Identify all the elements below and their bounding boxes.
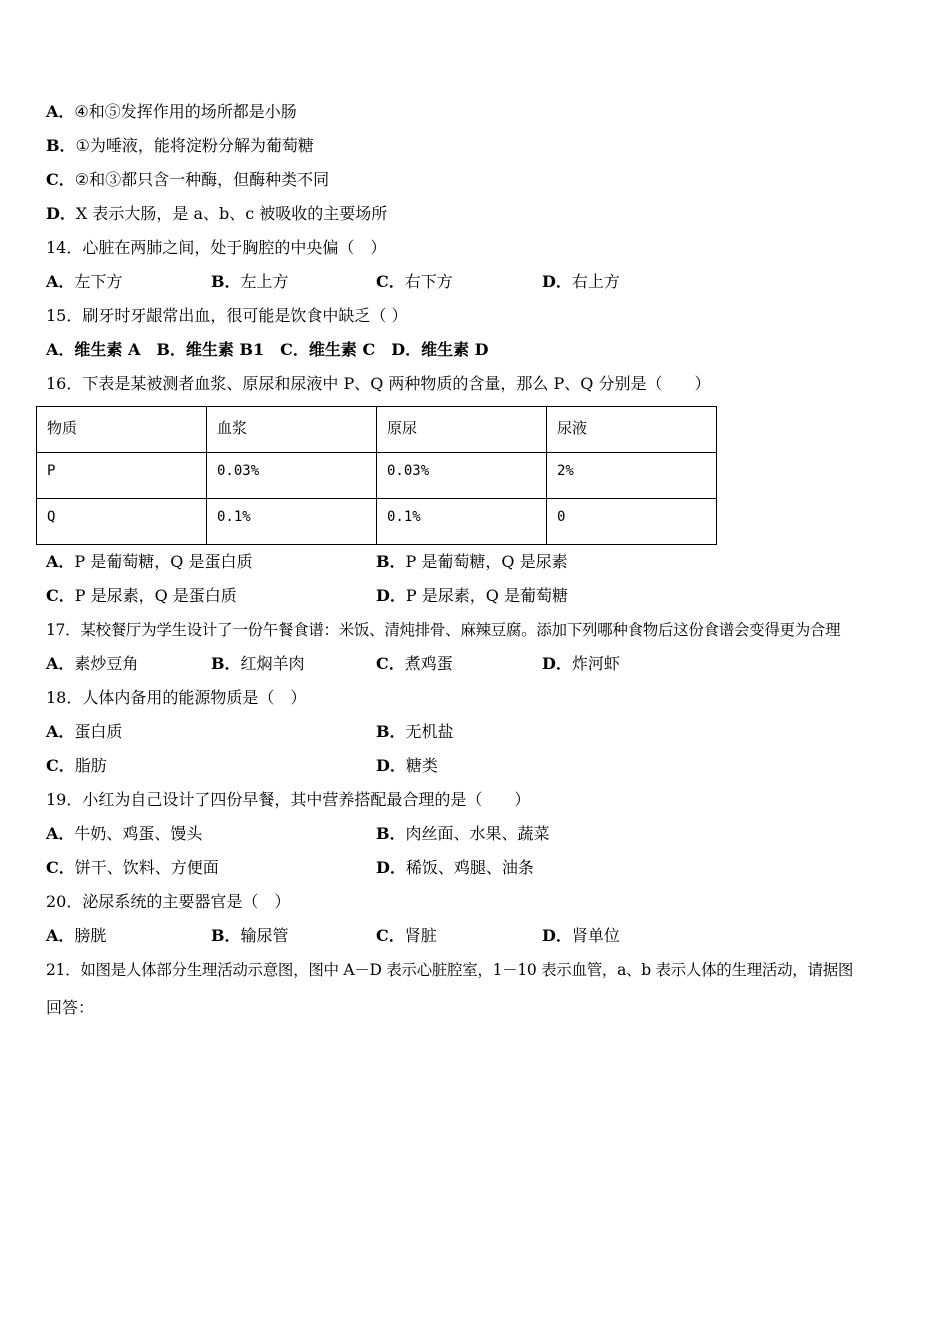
q20-option-c: C．肾脏: [376, 926, 437, 945]
q14-option-a: A．左下方: [46, 272, 123, 291]
q13-option-b: B．①为唾液，能将淀粉分解为葡萄糖: [46, 136, 314, 155]
q18-option-b: B．无机盐: [376, 722, 454, 741]
table-header-cell: 原尿: [377, 407, 547, 453]
q19-option-d: D．稀饭、鸡腿、油条: [376, 858, 534, 877]
q15-stem: 15．刷牙时牙龈常出血，很可能是饮食中缺乏（ ）: [46, 306, 408, 325]
q16-table: [36, 406, 717, 545]
q20-option-d: D．肾单位: [542, 926, 620, 945]
q20-option-a: A．膀胱: [46, 926, 107, 945]
table-cell: 0.1%: [207, 499, 377, 545]
q17-option-a: A．素炒豆角: [46, 654, 139, 673]
q17-stem: 17．某校餐厅为学生设计了一份午餐食谱：米饭、清炖排骨、麻辣豆腐。添加下列哪种食物后这份食谱会变得更为合理: [46, 621, 841, 639]
q13-option-d: D．X 表示大肠，是 a、b、c 被吸收的主要场所: [46, 204, 388, 223]
q16-option-b: B．P 是葡萄糖，Q 是尿素: [376, 552, 568, 571]
q18-option-c: C．脂肪: [46, 756, 107, 775]
table-cell: 0.1%: [377, 499, 547, 545]
q17-option-b: B．红焖羊肉: [211, 654, 305, 673]
q16-stem: 16．下表是某被测者血浆、原尿和尿液中 P、Q 两种物质的含量，那么 P、Q 分别是（ ）: [46, 374, 711, 393]
q19-option-b: B．肉丝面、水果、蔬菜: [376, 824, 550, 843]
q20-stem: 20．泌尿系统的主要器官是（ ）: [46, 892, 291, 911]
q21-stem-line1: 21．如图是人体部分生理活动示意图，图中 A－D 表示心脏腔室，1－10 表示血管，a、b 表示人体的生理活动，请据图: [46, 961, 854, 979]
q17-option-d: D．炸河虾: [542, 654, 620, 673]
q21-stem-line2: 回答：: [46, 998, 95, 1017]
q19-stem: 19．小红为自己设计了四份早餐，其中营养搭配最合理的是（ ）: [46, 790, 531, 809]
table-cell: 0.03%: [207, 453, 377, 499]
q17-option-c: C．煮鸡蛋: [376, 654, 453, 673]
q14-stem: 14．心脏在两肺之间，处于胸腔的中央偏（ ）: [46, 238, 387, 257]
table-cell: 0: [547, 499, 717, 545]
table-row: [37, 453, 717, 499]
q13-option-a: A．④和⑤发挥作用的场所都是小肠: [46, 102, 297, 121]
q16-option-a: A．P 是葡萄糖，Q 是蛋白质: [46, 552, 253, 571]
q18-option-a: A．蛋白质: [46, 722, 123, 741]
q19-option-c: C．饼干、饮料、方便面: [46, 858, 219, 877]
table-cell: Q: [37, 499, 207, 545]
q19-option-a: A．牛奶、鸡蛋、馒头: [46, 824, 203, 843]
q16-option-d: D．P 是尿素，Q 是葡萄糖: [376, 586, 568, 605]
q20-option-b: B．输尿管: [211, 926, 289, 945]
table-header-row: [37, 407, 717, 453]
table-row: [37, 499, 717, 545]
q18-stem: 18．人体内备用的能源物质是（ ）: [46, 688, 307, 707]
q14-option-c: C．右下方: [376, 272, 453, 291]
q14-option-b: B．左上方: [211, 272, 289, 291]
table-header-cell: 血浆: [207, 407, 377, 453]
table-header-cell: 物质: [37, 407, 207, 453]
q18-option-d: D．糖类: [376, 756, 438, 775]
q13-option-c: C．②和③都只含一种酶，但酶种类不同: [46, 170, 330, 189]
q15-options: A．维生素 A B．维生素 B1 C．维生素 C D．维生素 D: [46, 340, 489, 359]
q16-option-c: C．P 是尿素，Q 是蛋白质: [46, 586, 237, 605]
table-cell: 2%: [547, 453, 717, 499]
table-header-cell: 尿液: [547, 407, 717, 453]
table-cell: 0.03%: [377, 453, 547, 499]
q14-option-d: D．右上方: [542, 272, 620, 291]
table-cell: P: [37, 453, 207, 499]
